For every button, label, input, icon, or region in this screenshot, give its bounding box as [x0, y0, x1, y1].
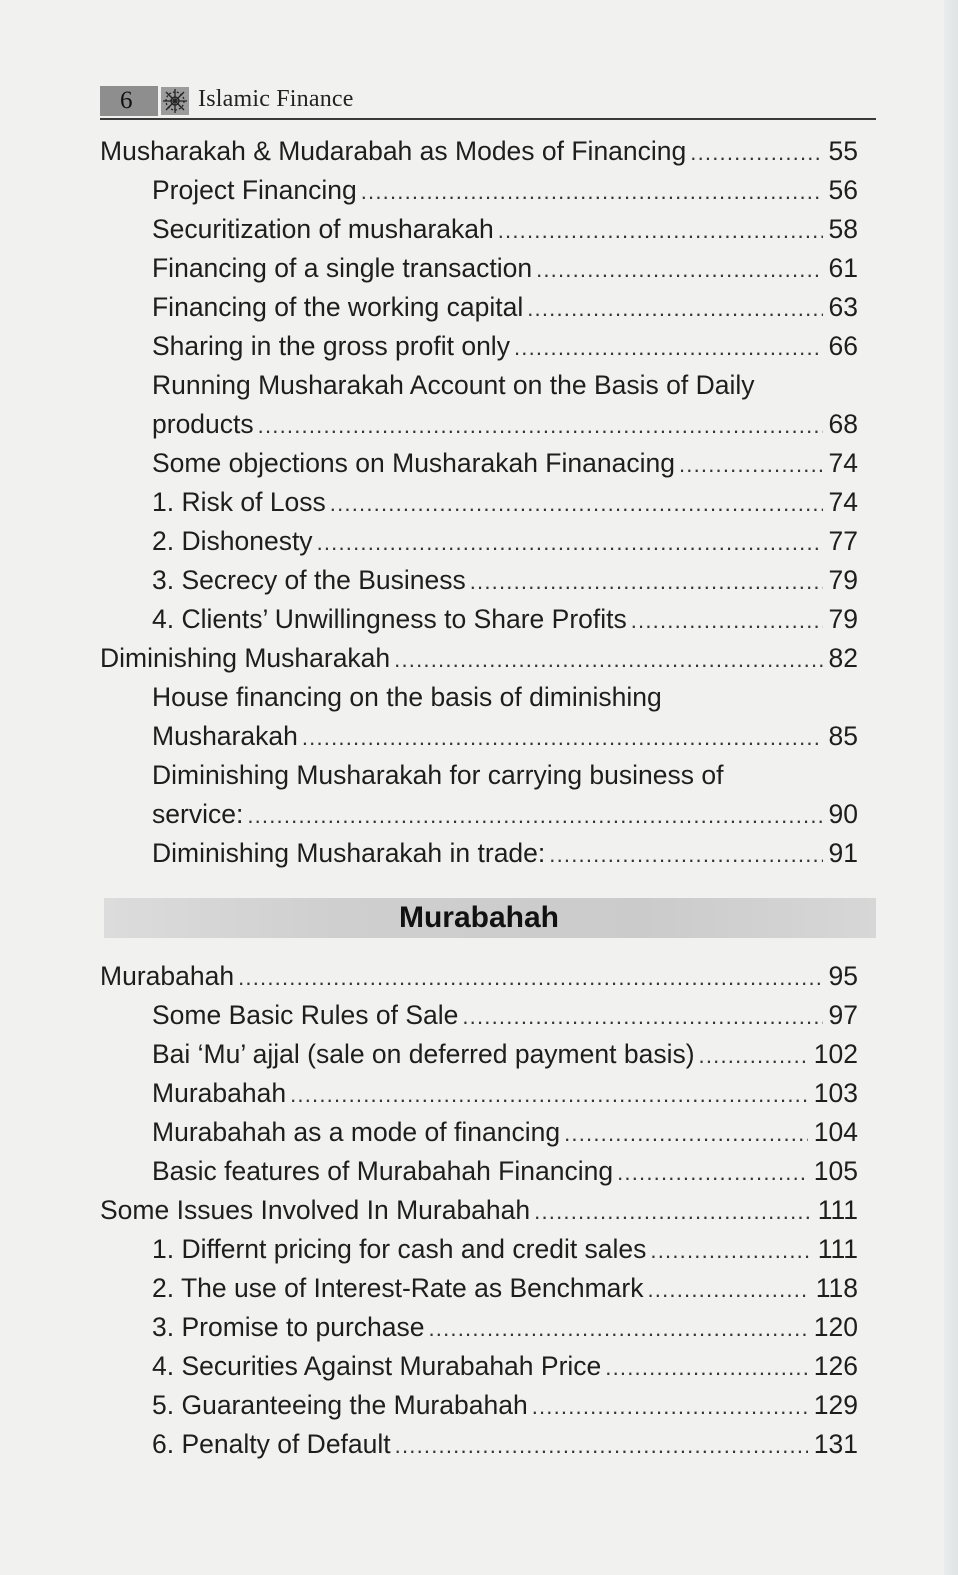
toc-entry-title: Murabahah as a mode of financing — [152, 1117, 561, 1147]
toc-entry[interactable] — [152, 1035, 858, 1074]
dot-leader — [536, 250, 822, 289]
toc-page-number: 111 — [817, 1234, 858, 1264]
dot-leader — [532, 1387, 808, 1426]
toc-entry-title: 1. Risk of Loss — [152, 487, 326, 517]
toc-entry-title: 1. Differnt pricing for cash and credit sales — [152, 1234, 647, 1264]
toc-entry-title: 2. Dishonesty — [152, 526, 313, 556]
page-number: 6 — [120, 87, 133, 114]
toc-page-number: 85 — [828, 721, 858, 751]
dot-leader — [564, 1114, 808, 1153]
dot-leader — [247, 796, 822, 835]
toc-entry-title: Musharakah — [152, 721, 298, 751]
toc-entry-title: service: — [152, 799, 244, 829]
toc-entry[interactable] — [152, 405, 858, 444]
toc-entry-title-line1[interactable]: Diminishing Musharakah for carrying business of — [152, 760, 724, 790]
toc-entry[interactable] — [152, 834, 858, 873]
toc-page-number: 61 — [828, 253, 858, 283]
dot-leader — [330, 484, 823, 523]
dot-leader — [498, 211, 823, 250]
toc-page-number: 105 — [813, 1156, 858, 1186]
toc-entry[interactable] — [152, 288, 858, 327]
toc-page-number: 103 — [813, 1078, 858, 1108]
toc-page-number: 118 — [815, 1273, 858, 1303]
toc-entry-title: 5. Guaranteeing the Murabahah — [152, 1390, 528, 1420]
toc-page-number: 74 — [828, 448, 858, 478]
toc-page-number: 63 — [828, 292, 858, 322]
page-number-box — [100, 86, 158, 116]
dot-leader — [631, 601, 823, 640]
toc-entry[interactable] — [152, 444, 858, 483]
toc-page-number: 77 — [828, 526, 858, 556]
toc-entry-title: Diminishing Musharakah in trade: — [152, 838, 546, 868]
toc-entry[interactable] — [152, 996, 858, 1035]
dot-leader — [690, 133, 822, 172]
toc-page-number: 91 — [828, 838, 858, 868]
toc-entry[interactable] — [152, 210, 858, 249]
toc-entry-title: Financing of the working capital — [152, 292, 524, 322]
toc-page-number: 102 — [813, 1039, 858, 1069]
dot-leader — [258, 406, 823, 445]
toc-entry-title: Murabahah — [100, 961, 235, 991]
toc-entry[interactable] — [152, 171, 858, 210]
toc-entry[interactable] — [152, 483, 858, 522]
dot-leader — [395, 1426, 808, 1465]
toc-page-number: 131 — [813, 1429, 858, 1459]
toc-entry-title: 4. Securities Against Murabahah Price — [152, 1351, 602, 1381]
toc-page-number: 74 — [828, 487, 858, 517]
toc-entry-title: Musharakah & Mudarabah as Modes of Financing — [100, 136, 687, 166]
toc-entry[interactable] — [100, 639, 858, 678]
toc-entry-title: Murabahah — [152, 1078, 287, 1108]
toc-entry[interactable] — [152, 561, 858, 600]
toc-entry[interactable] — [152, 1230, 858, 1269]
toc-entry[interactable] — [152, 1386, 858, 1425]
toc-page-number: 95 — [828, 961, 858, 991]
toc-entry[interactable] — [152, 1113, 858, 1152]
toc-entry-title: products — [152, 409, 254, 439]
toc-entry[interactable] — [152, 795, 858, 834]
toc-entry[interactable] — [152, 1152, 858, 1191]
toc-entry[interactable] — [152, 1308, 858, 1347]
toc-entry-title: Some Basic Rules of Sale — [152, 1000, 459, 1030]
toc-entry-title: 3. Secrecy of the Business — [152, 565, 466, 595]
toc-entry[interactable] — [100, 1191, 858, 1230]
dot-leader — [679, 445, 823, 484]
toc-page-number: 58 — [828, 214, 858, 244]
toc-page-number: 90 — [828, 799, 858, 829]
dot-leader — [605, 1348, 808, 1387]
toc-entry[interactable] — [152, 522, 858, 561]
toc-page-number: 126 — [813, 1351, 858, 1381]
toc-entry[interactable] — [152, 1425, 858, 1464]
toc-entry-title: Sharing in the gross profit only — [152, 331, 510, 361]
toc-entry-title: Securitization of musharakah — [152, 214, 494, 244]
dot-leader — [462, 997, 822, 1036]
dot-leader — [650, 1231, 811, 1270]
book-title: Islamic Finance — [198, 86, 354, 112]
dot-leader — [429, 1309, 808, 1348]
toc-page-number: 79 — [828, 604, 858, 634]
toc-entry-title: Bai ‘Mu’ ajjal (sale on deferred payment basis) — [152, 1039, 695, 1069]
toc-page-number: 129 — [813, 1390, 858, 1420]
toc-page-number: 79 — [828, 565, 858, 595]
dot-leader — [647, 1270, 809, 1309]
toc-entry[interactable] — [152, 327, 858, 366]
dot-leader — [514, 328, 823, 367]
toc-entry[interactable] — [152, 1074, 858, 1113]
page-edge — [944, 0, 958, 1575]
dot-leader — [617, 1153, 808, 1192]
toc-entry-title: Diminishing Musharakah — [100, 643, 391, 673]
dot-leader — [534, 1192, 812, 1231]
dot-leader — [238, 958, 822, 997]
toc-page-number: 104 — [813, 1117, 858, 1147]
toc-entry-title: 6. Penalty of Default — [152, 1429, 391, 1459]
toc-page-number: 56 — [828, 175, 858, 205]
section-heading: Murabahah — [398, 901, 560, 934]
toc-entry[interactable] — [100, 957, 858, 996]
dot-leader — [317, 523, 823, 562]
toc-entry-title: 2. The use of Interest-Rate as Benchmark — [152, 1273, 644, 1303]
toc-page-number: 82 — [828, 643, 858, 673]
toc-page-number: 111 — [817, 1195, 858, 1225]
dot-leader — [527, 289, 822, 328]
toc-entry[interactable] — [152, 1269, 858, 1308]
toc-page-number: 55 — [828, 136, 858, 166]
toc-entry[interactable] — [152, 600, 858, 639]
toc-entry[interactable] — [152, 717, 858, 756]
dot-leader — [302, 718, 823, 757]
toc-entry[interactable] — [100, 132, 858, 171]
toc-page-number: 66 — [828, 331, 858, 361]
dot-leader — [394, 640, 822, 679]
toc-entry-title: 3. Promise to purchase — [152, 1312, 425, 1342]
toc-entry-title-line1[interactable]: House financing on the basis of diminishing — [152, 682, 662, 712]
ornament-icon — [161, 87, 189, 115]
toc-page-number: 68 — [828, 409, 858, 439]
dot-leader — [290, 1075, 808, 1114]
toc-entry-title: Financing of a single transaction — [152, 253, 533, 283]
toc-entry-title: Some objections on Musharakah Finanacing — [152, 448, 675, 478]
dot-leader — [699, 1036, 808, 1075]
dot-leader — [361, 172, 823, 211]
dot-leader — [470, 562, 823, 601]
toc-entry-title: 4. Clients’ Unwillingness to Share Profits — [152, 604, 627, 634]
toc-page-number: 120 — [813, 1312, 858, 1342]
toc-entry[interactable] — [152, 249, 858, 288]
dot-leader — [549, 835, 822, 874]
toc-entry-title: Some Issues Involved In Murabahah — [100, 1195, 531, 1225]
toc-entry-title: Project Financing — [152, 175, 357, 205]
toc-page-number: 97 — [828, 1000, 858, 1030]
toc-entry[interactable] — [152, 1347, 858, 1386]
toc-entry-title-line1[interactable]: Running Musharakah Account on the Basis of Daily — [152, 370, 755, 400]
running-header — [100, 84, 876, 120]
toc-entry-title: Basic features of Murabahah Financing — [152, 1156, 614, 1186]
